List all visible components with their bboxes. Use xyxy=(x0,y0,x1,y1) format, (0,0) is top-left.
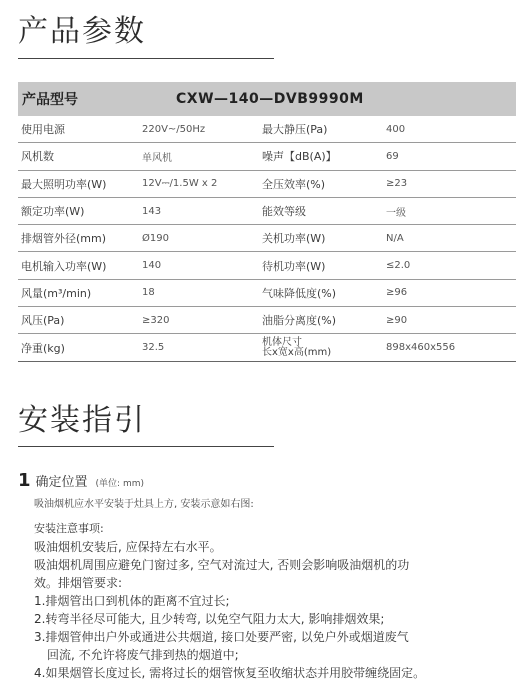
install-notes xyxy=(34,520,522,682)
install-section-title: 安装指引 xyxy=(18,403,146,438)
step-heading xyxy=(18,470,518,491)
model-label: 产品型号 xyxy=(22,92,78,108)
spec-value: ≥96 xyxy=(386,287,408,299)
spec-label: 净重(kg) xyxy=(21,341,65,355)
spec-value: 一级 xyxy=(386,207,406,219)
install-step xyxy=(18,470,518,510)
spec-value: 69 xyxy=(386,150,399,162)
step-description: 吸油烟机应水平安装于灶具上方, 安装示意如右图: xyxy=(34,499,254,510)
params-title-rule xyxy=(18,58,274,59)
spec-label: 关机功率(W) xyxy=(262,232,326,246)
notes-heading: 安装注意事项: xyxy=(34,522,104,535)
table-row xyxy=(18,252,516,279)
note-line: 回流, 不允许将废气排到热的烟道中; xyxy=(47,648,239,662)
spec-label-line: 机体尺寸 xyxy=(262,336,302,348)
spec-label: 电机输入功率(W) xyxy=(21,259,107,273)
step-number: 1 xyxy=(18,470,31,491)
spec-value: 18 xyxy=(142,287,155,299)
spec-label: 能效等级 xyxy=(262,205,306,219)
spec-label: 油脂分离度(%) xyxy=(262,314,337,328)
spec-table xyxy=(18,82,516,362)
table-row xyxy=(18,307,516,334)
spec-value: 400 xyxy=(386,123,406,135)
spec-label: 最大静压(Pa) xyxy=(262,123,328,137)
spec-value: ≤2.0 xyxy=(386,260,411,272)
spec-value: 单风机 xyxy=(142,152,172,164)
note-line: 吸油烟机安装后, 应保持左右水平。 xyxy=(34,540,222,554)
table-row xyxy=(18,198,516,225)
spec-label-dimensions xyxy=(262,338,386,358)
note-line: 3.排烟管伸出户外或通进公共烟道, 接口处要严密, 以免户外或烟道废气 xyxy=(34,630,409,644)
spec-label: 待机功率(W) xyxy=(262,259,326,273)
spec-value: Ø190 xyxy=(142,232,169,244)
spec-value: 140 xyxy=(142,260,162,272)
spec-value: 32.5 xyxy=(142,342,165,354)
spec-label: 最大照明功率(W) xyxy=(21,177,107,191)
model-number: CXW—140—DVB9990M xyxy=(176,91,364,107)
spec-label: 气味降低度(%) xyxy=(262,286,337,300)
step-title: 确定位置 xyxy=(35,475,88,490)
table-row xyxy=(18,143,516,170)
spec-value: 898x460x556 xyxy=(386,342,456,354)
spec-label: 噪声【dB(A)】 xyxy=(262,150,337,164)
spec-value: ≥23 xyxy=(386,178,408,190)
table-row xyxy=(18,116,516,143)
note-line: 吸油烟机周围应避免门窗过多, 空气对流过大, 否则会影响吸油烟机的功 xyxy=(34,558,410,572)
spec-table-header xyxy=(18,82,516,116)
spec-value: 143 xyxy=(142,205,162,217)
table-row xyxy=(18,334,516,361)
spec-label: 风量(m³/min) xyxy=(21,286,92,300)
note-line: 2.转弯半径尽可能大, 且少转弯, 以免空气阻力太大, 影响排烟效果; xyxy=(34,612,385,626)
params-section-title: 产品参数 xyxy=(18,14,146,49)
table-row xyxy=(18,280,516,307)
spec-value: 12V⎓/1.5W x 2 xyxy=(142,178,218,190)
install-title-rule xyxy=(18,446,274,447)
spec-value: 220V~/50Hz xyxy=(142,123,206,135)
spec-label: 全压效率(%) xyxy=(262,177,326,191)
spec-value: ≥320 xyxy=(142,314,170,326)
spec-value: ≥90 xyxy=(386,314,408,326)
note-line: 效。排烟管要求: xyxy=(34,576,123,590)
table-row xyxy=(18,171,516,198)
spec-label: 风压(Pa) xyxy=(21,314,65,328)
spec-label: 风机数 xyxy=(21,150,54,164)
spec-label-line: 长x宽x高(mm) xyxy=(262,346,332,358)
spec-label: 额定功率(W) xyxy=(21,205,85,219)
spec-label: 排烟管外径(mm) xyxy=(21,232,107,246)
table-row xyxy=(18,225,516,252)
note-line: 1.排烟管出口到机体的距离不宜过长; xyxy=(34,594,230,608)
spec-value: N/A xyxy=(386,232,404,244)
spec-label: 使用电源 xyxy=(21,123,65,137)
note-line: 4.如果烟管长度过长, 需将过长的烟管恢复至收缩状态并用胶带缠绕固定。 xyxy=(34,666,426,680)
step-unit: (单位: mm) xyxy=(95,479,144,489)
